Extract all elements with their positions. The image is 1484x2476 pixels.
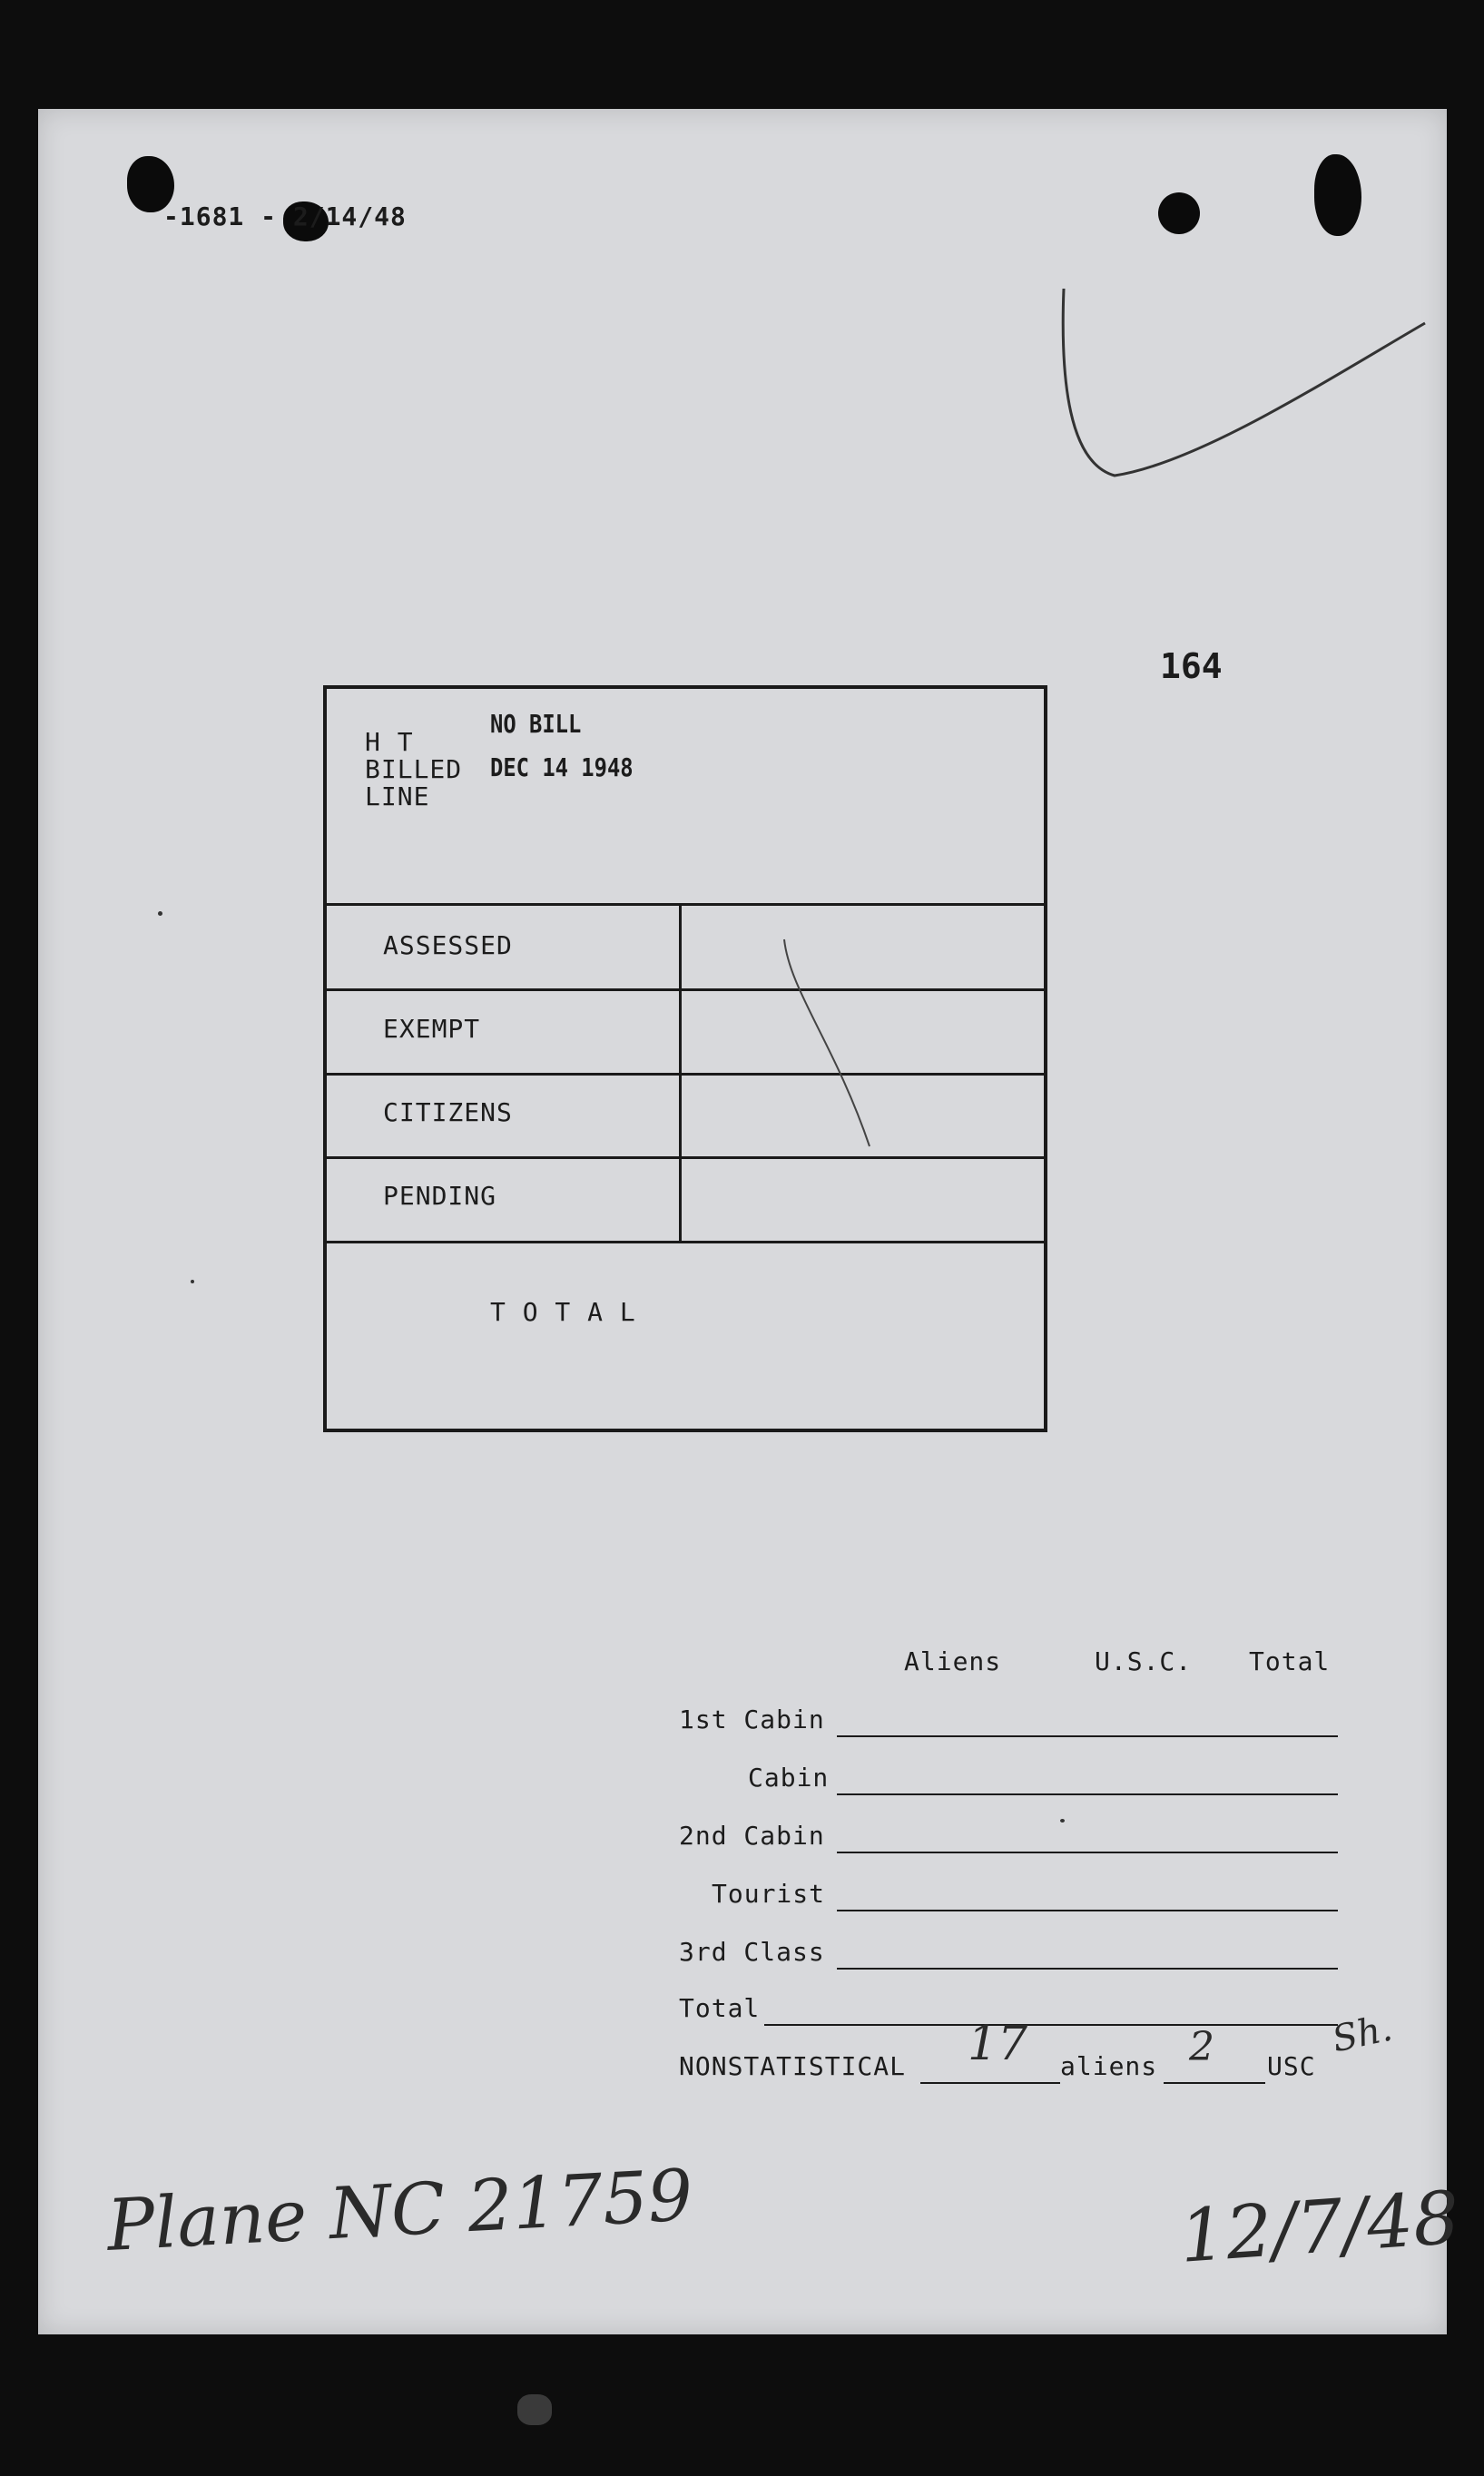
plane-number-handwritten: Plane NC 21759 (104, 2155, 695, 2267)
field-line (920, 2082, 1060, 2084)
divider (327, 1073, 1044, 1076)
date-handwritten: 12/7/48 (1176, 2175, 1462, 2279)
row-exempt: EXEMPT (383, 1014, 481, 1044)
divider (327, 1156, 1044, 1159)
row-cabin: Cabin (748, 1763, 830, 1793)
divider (327, 1241, 1044, 1243)
col-aliens: Aliens (904, 1646, 1002, 1676)
field-line (1164, 2082, 1265, 2084)
speck (1060, 1819, 1065, 1823)
divider (327, 988, 1044, 991)
stamp-date: DEC 14 1948 (490, 752, 634, 782)
page-number: 164 (1160, 646, 1223, 686)
initials: Sh. (1328, 2007, 1396, 2061)
nonstat-usc-value: 2 (1189, 2024, 1214, 2070)
divider (327, 903, 1044, 906)
billed-label: BILLED (365, 754, 463, 784)
pencil-check-mark (1053, 272, 1434, 490)
reference-code: -1681 - 2/14/48 (163, 201, 407, 231)
row-1st-cabin: 1st Cabin (679, 1705, 825, 1734)
box-total-label: T O T A L (490, 1297, 636, 1327)
column-divider (679, 905, 682, 1243)
nonstat-aliens-value: 17 (968, 2017, 1028, 2071)
field-line (837, 1735, 1338, 1737)
speck (191, 1280, 194, 1283)
col-total: Total (1249, 1646, 1331, 1676)
row-2nd-cabin: 2nd Cabin (679, 1821, 825, 1851)
stamp-labels (365, 729, 462, 811)
aliens-label: aliens (1060, 2051, 1158, 2081)
stamp-no-bill: NO BILL (490, 709, 582, 739)
punch-hole (1158, 192, 1200, 234)
field-line (837, 1852, 1338, 1853)
speck (158, 911, 162, 916)
usc-label: USC (1267, 2051, 1316, 2081)
row-pending: PENDING (383, 1181, 497, 1211)
ink-blot (1314, 154, 1361, 236)
film-blemish (517, 2394, 552, 2425)
row-3rd-class: 3rd Class (679, 1937, 825, 1967)
field-line (837, 1793, 1338, 1795)
ht-label: H T (365, 727, 414, 757)
billing-box (323, 685, 1047, 1432)
row-total: Total (679, 1993, 761, 2023)
row-assessed: ASSESSED (383, 930, 513, 960)
row-citizens: CITIZENS (383, 1097, 513, 1127)
field-line (837, 1910, 1338, 1911)
nonstatistical-label: NONSTATISTICAL (679, 2051, 907, 2081)
pencil-stroke (781, 936, 889, 1154)
row-tourist: Tourist (712, 1879, 826, 1909)
field-line (837, 1968, 1338, 1970)
field-line (764, 2024, 1338, 2026)
line-label: LINE (365, 781, 430, 811)
col-usc: U.S.C. (1095, 1646, 1193, 1676)
